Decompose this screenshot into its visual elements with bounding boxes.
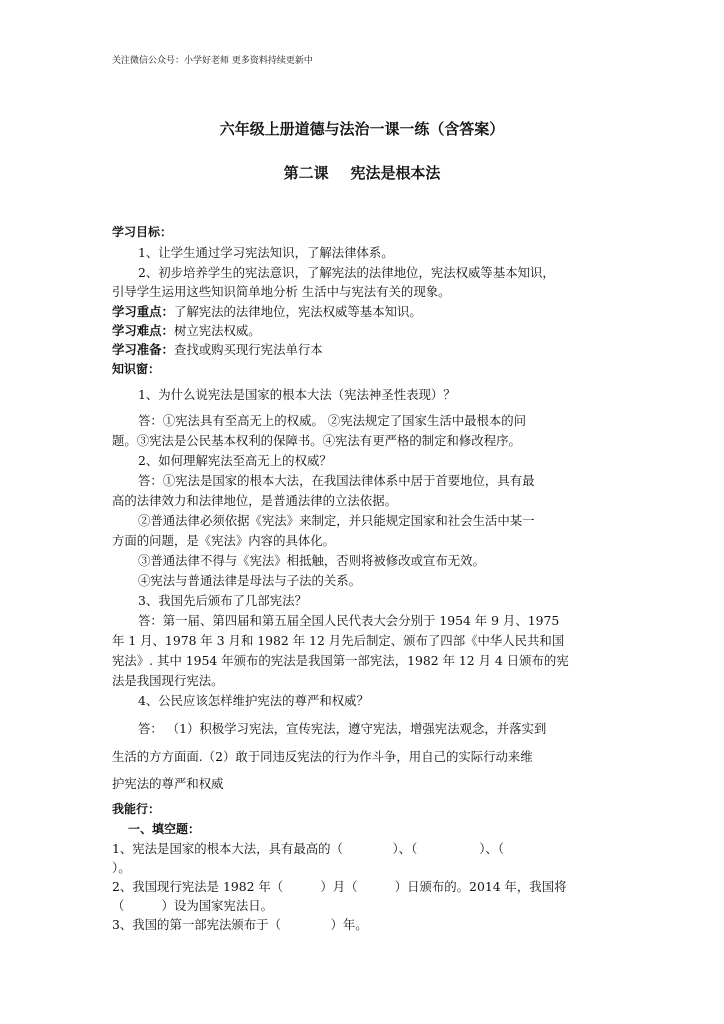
knowledge-line: 法是我国现行宪法。 — [112, 673, 224, 688]
objective-item-1: 1、让学生通过学习宪法知识，了解法律体系。 — [138, 245, 394, 260]
question-2-line1: 2、我国现行宪法是 1982 年（ ）月（ ）日颁布的。2014 年，我国将 — [112, 879, 567, 894]
knowledge-line: 护宪法的尊严和权威 — [112, 776, 224, 791]
knowledge-line: 1、为什么说宪法是国家的根本大法（宪法神圣性表现）？ — [138, 387, 456, 402]
header-note: 关注微信公众号：小学好老师 更多资料持续更新中 — [112, 56, 313, 66]
knowledge-line: 高的法律效力和法律地位，是普通法律的立法依据。 — [112, 493, 397, 508]
knowledge-line: 年 1 月、1978 年 3 月和 1982 年 12 月先后制定、颁布了四部《中华人民共和国 — [112, 633, 565, 648]
difficulty-label: 学习难点： — [112, 323, 174, 338]
question-3: 3、我国的第一部宪法颁布于（ ）年。 — [112, 917, 368, 932]
difficulty-text: 树立宪法权威。 — [173, 323, 261, 338]
knowledge-line: 题。③宪法是公民基本权利的保障书。④宪法有更严格的制定和修改程序。 — [112, 433, 521, 448]
knowledge-line: ②普通法律必须依据《宪法》来制定，并只能规定国家和社会生活中某一 — [138, 513, 535, 528]
objective-item-2-line2: 引导学生运用这些知识简单地分析 生活中与宪法有关的现象。 — [112, 284, 451, 299]
knowledge-line: 答：①宪法具有至高无上的权威。 ②宪法规定了国家生活中最根本的问 — [138, 413, 527, 428]
knowledge-line: ③普通法律不得与《宪法》相抵触，否则将被修改或宣布无效。 — [138, 553, 485, 568]
key-point-label: 学习重点： — [112, 304, 174, 319]
knowledge-line: 答： （1）积极学习宪法，宣传宪法，遵守宪法，增强宪法观念，并落实到 — [138, 721, 547, 736]
knowledge-line: ④宪法与普通法律是母法与子法的关系。 — [138, 573, 362, 588]
knowledge-line: 答：第一届、第四届和第五届全国人民代表大会分别于 1954 年 9 月、1975 — [138, 613, 560, 628]
knowledge-line: 3、我国先后颁布了几部宪法？ — [138, 593, 307, 608]
practice-label: 我能行： — [112, 802, 161, 816]
question-1-line1: 1、宪法是国家的根本大法，具有最高的（ ）、（ ）、（ — [112, 841, 504, 856]
objectives-label: 学习目标： — [112, 225, 173, 239]
key-point — [112, 302, 422, 320]
fill-in-section-title: 一、填空题： — [128, 822, 201, 836]
question-1-line2: ）。 — [112, 860, 131, 875]
knowledge-line: 宪法》. 其中 1954 年颁布的宪法是我国第一部宪法，1982 年 12 月 4 日颁布的宪 — [112, 653, 569, 668]
knowledge-line: 2、如何理解宪法至高无上的权威？ — [138, 453, 332, 468]
knowledge-line: 答：①宪法是国家的根本大法，在我国法律体系中居于首要地位，具有最 — [138, 473, 535, 488]
question-2-line2: （ ）设为国家宪法日。 — [112, 898, 274, 913]
lesson-heading — [0, 162, 724, 183]
knowledge-line: 方面的问题，是《宪法》内容的具体化。 — [112, 533, 336, 548]
lesson-name: 宪法是根本法 — [350, 164, 441, 182]
lesson-number: 第二课 — [283, 164, 329, 182]
preparation-text: 查找或购买现行宪法单行本 — [173, 342, 323, 357]
document-title: 六年级上册道德与法治一课一练（含答案） — [219, 120, 505, 138]
difficulty — [112, 321, 261, 339]
knowledge-line: 4、公民应该怎样维护宪法的尊严和权威？ — [138, 693, 369, 708]
knowledge-line: 生活的方方面面.（2）敢于同违反宪法的行为作斗争，用自己的实际行动来维 — [112, 749, 533, 764]
objective-item-2-line1: 2、初步培养学生的宪法意识，了解宪法的法律地位，宪法权威等基本知识， — [138, 265, 555, 280]
knowledge-label: 知识窗： — [112, 362, 161, 376]
preparation — [112, 340, 323, 358]
preparation-label: 学习准备： — [112, 342, 174, 357]
key-point-text: 了解宪法的法律地位，宪法权威等基本知识。 — [173, 304, 422, 319]
